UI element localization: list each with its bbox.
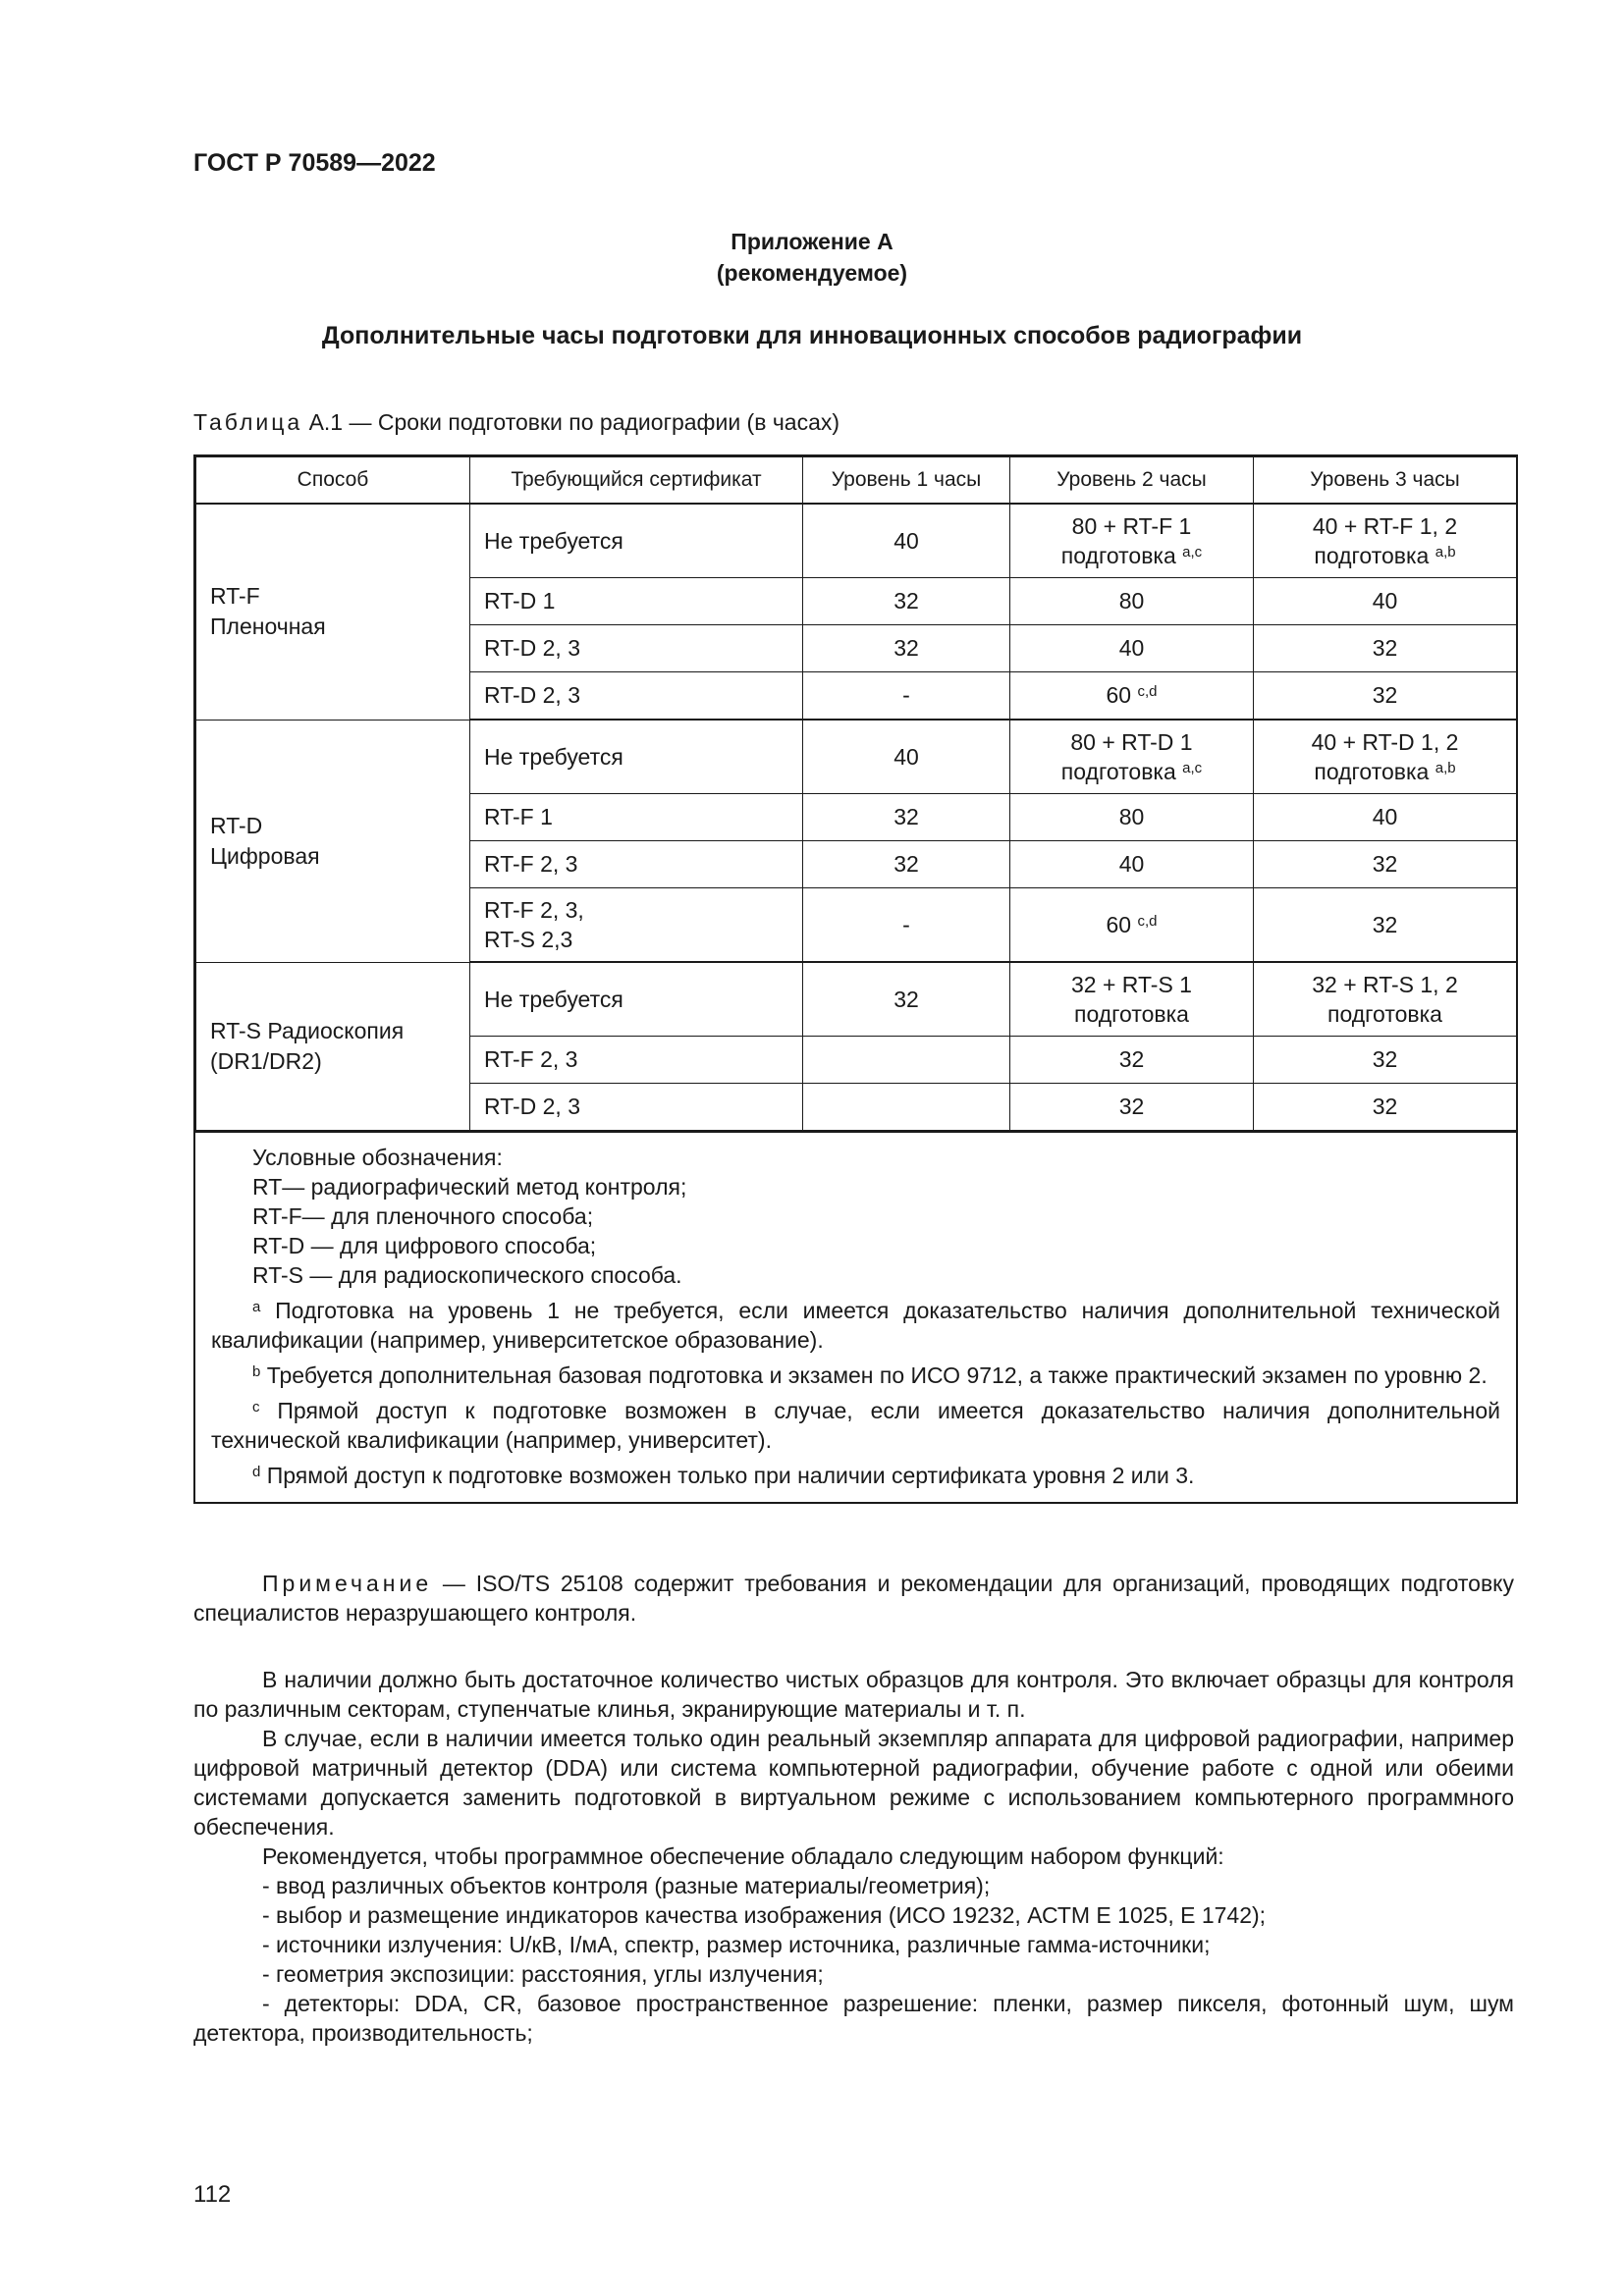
column-header: Способ bbox=[196, 457, 470, 505]
cert-cell: RT-D 2, 3 bbox=[470, 672, 803, 721]
level3-cell: 40 bbox=[1254, 794, 1517, 841]
level2-sub: подготовка bbox=[1060, 759, 1176, 784]
cert-cell: RT-F 2, 3 bbox=[470, 841, 803, 888]
legend-line: RT-F— для пленочного способа; bbox=[252, 1203, 594, 1229]
level1-cell bbox=[803, 1037, 1010, 1084]
list-item: - детекторы: DDA, CR, базовое пространственное разрешение: пленки, размер пикселя, фотонный шум, шум детектора, производительность; bbox=[193, 1991, 1514, 2046]
level2-main: 80 + RT-F 1 bbox=[1071, 513, 1192, 539]
annex-title: Приложение А bbox=[731, 229, 893, 254]
paragraph: В случае, если в наличии имеется только один реальный экземпляр аппарата для цифровой радиографии, например цифровой матричный детектор (DDA) или система компьютерной радиографии, обучение работе с одной или обеими системами допускается заменить подготовкой в виртуальном режиме с использованием компьютерного программного обеспечения. bbox=[193, 1726, 1514, 1840]
cert-line: RT-S 2,3 bbox=[484, 927, 573, 952]
paragraph: В наличии должно быть достаточное количество чистых образцов для контроля. Это включает образцы для контроля по различным секторам, ступенчатые клинья, экранирующие материалы и т. п. bbox=[193, 1667, 1514, 1722]
level1-cell: 40 bbox=[803, 504, 1010, 578]
footnote-mark: c,d bbox=[1137, 912, 1158, 930]
table-caption-prefix: Таблица bbox=[193, 409, 303, 435]
level2-cell bbox=[1010, 720, 1254, 794]
level3-cell: 32 bbox=[1254, 841, 1517, 888]
footnote-mark: a,c bbox=[1182, 544, 1203, 561]
level3-cell bbox=[1254, 720, 1517, 794]
method-type: Пленочная bbox=[210, 614, 326, 640]
note-prefix: Примечание bbox=[262, 1571, 433, 1596]
table-row bbox=[196, 720, 1517, 794]
level3-cell bbox=[1254, 504, 1517, 578]
column-header: Требующийся сертификат bbox=[470, 457, 803, 505]
legend-line: RT-D — для цифрового способа; bbox=[252, 1233, 597, 1258]
table-row bbox=[196, 504, 1517, 578]
footnote-text: Прямой доступ к подготовке возможен в случае, если имеется доказательство наличия дополнительной технической квалификации (например, университет). bbox=[211, 1398, 1500, 1453]
level3-sub: подготовка bbox=[1314, 543, 1430, 568]
level1-cell: - bbox=[803, 888, 1010, 963]
level3-cell bbox=[1254, 962, 1517, 1037]
legend-line: Условные обозначения: bbox=[252, 1145, 503, 1170]
level2-value: 60 bbox=[1106, 682, 1132, 708]
cert-cell: RT-D 2, 3 bbox=[470, 625, 803, 672]
cert-cell: Не требуется bbox=[470, 504, 803, 578]
legend-line: RT-S — для радиоскопического способа. bbox=[252, 1262, 682, 1288]
table-header-row bbox=[196, 457, 1517, 505]
footnote-mark: a,b bbox=[1435, 760, 1456, 776]
table-notes bbox=[195, 1131, 1516, 1502]
footnote-mark: c,d bbox=[1137, 683, 1158, 700]
page-number: 112 bbox=[193, 2181, 232, 2208]
level2-value: 60 bbox=[1106, 911, 1132, 937]
level3-sub: подготовка bbox=[1314, 759, 1430, 784]
level2-main: 80 + RT-D 1 bbox=[1070, 729, 1193, 755]
level2-cell: 40 bbox=[1010, 625, 1254, 672]
footnote-text: Прямой доступ к подготовке возможен только при наличии сертификата уровня 2 или 3. bbox=[260, 1463, 1195, 1488]
level2-cell bbox=[1010, 672, 1254, 721]
footnote-mark: a,b bbox=[1435, 544, 1456, 561]
note-block bbox=[193, 1569, 1514, 1628]
column-header: Уровень 1 часы bbox=[803, 457, 1010, 505]
level2-sub: подготовка bbox=[1060, 543, 1176, 568]
table-caption bbox=[193, 409, 839, 436]
footnote bbox=[211, 1296, 1500, 1355]
method-type: Цифровая bbox=[210, 842, 320, 869]
footnote-mark: a,c bbox=[1182, 760, 1203, 776]
method-type: (DR1/DR2) bbox=[210, 1047, 322, 1074]
level3-main: 40 + RT-D 1, 2 bbox=[1311, 729, 1459, 755]
level1-cell: - bbox=[803, 672, 1010, 721]
level1-cell: 32 bbox=[803, 625, 1010, 672]
note-text: — ISO/TS 25108 содержит требования и рекомендации для организаций, проводящих подготовку специалистов неразрушающего контроля. bbox=[193, 1571, 1514, 1626]
training-table bbox=[193, 454, 1518, 1504]
column-header: Уровень 3 часы bbox=[1254, 457, 1517, 505]
footnote bbox=[211, 1361, 1500, 1390]
column-header: Уровень 2 часы bbox=[1010, 457, 1254, 505]
level3-main: 32 + RT-S 1, 2 bbox=[1312, 972, 1458, 997]
legend-line: RT— радиографический метод контроля; bbox=[252, 1174, 687, 1200]
cert-cell: RT-F 1 bbox=[470, 794, 803, 841]
level3-cell: 40 bbox=[1254, 578, 1517, 625]
method-cell bbox=[196, 720, 470, 962]
footnote-mark: b bbox=[252, 1363, 261, 1380]
level1-cell: 32 bbox=[803, 841, 1010, 888]
list-item: - ввод различных объектов контроля (разные материалы/геометрия); bbox=[262, 1873, 991, 1898]
footnote bbox=[211, 1396, 1500, 1455]
level3-cell: 32 bbox=[1254, 1084, 1517, 1131]
level2-cell: 32 bbox=[1010, 1037, 1254, 1084]
method-code: RT-D bbox=[210, 812, 263, 838]
cert-cell: RT-D 2, 3 bbox=[470, 1084, 803, 1131]
list-item: - выбор и размещение индикаторов качества изображения (ИСО 19232, АСТМ Е 1025, Е 1742); bbox=[262, 1902, 1267, 1928]
table-row bbox=[196, 962, 1517, 1037]
level3-cell: 32 bbox=[1254, 625, 1517, 672]
method-cell bbox=[196, 962, 470, 1131]
level3-sub: подготовка bbox=[1327, 1001, 1442, 1027]
cert-line: RT-F 2, 3, bbox=[484, 897, 584, 923]
document-id: ГОСТ Р 70589—2022 bbox=[193, 149, 436, 177]
footnote-mark: d bbox=[252, 1464, 261, 1480]
level2-cell bbox=[1010, 888, 1254, 963]
method-code: RT-S Радиоскопия bbox=[210, 1017, 405, 1043]
level1-cell: 32 bbox=[803, 962, 1010, 1037]
annex-subtitle: (рекомендуемое) bbox=[716, 260, 908, 286]
level3-main: 40 + RT-F 1, 2 bbox=[1312, 513, 1458, 539]
level3-cell: 32 bbox=[1254, 1037, 1517, 1084]
level3-cell: 32 bbox=[1254, 672, 1517, 721]
level1-cell: 32 bbox=[803, 578, 1010, 625]
level2-cell bbox=[1010, 504, 1254, 578]
level2-cell: 80 bbox=[1010, 794, 1254, 841]
body-text bbox=[193, 1665, 1514, 2048]
annex-heading: Дополнительные часы подготовки для инновационных способов радиографии bbox=[321, 322, 1303, 349]
cert-cell: Не требуется bbox=[470, 962, 803, 1037]
footnote-text: Требуется дополнительная базовая подготовка и экзамен по ИСО 9712, а также практический экзамен по уровню 2. bbox=[260, 1362, 1488, 1388]
level2-sub: подготовка bbox=[1074, 1001, 1189, 1027]
footnote-mark: c bbox=[252, 1399, 260, 1415]
cert-cell: Не требуется bbox=[470, 720, 803, 794]
level2-cell: 80 bbox=[1010, 578, 1254, 625]
footnote bbox=[211, 1461, 1500, 1490]
level3-cell: 32 bbox=[1254, 888, 1517, 963]
level1-cell: 32 bbox=[803, 794, 1010, 841]
footnote-text: Подготовка на уровень 1 не требуется, если имеется доказательство наличия дополнительной технической квалификации (например, университетское образование). bbox=[211, 1298, 1500, 1353]
list-item: - источники излучения: U/кВ, I/мА, спектр, размер источника, различные гамма-источники; bbox=[262, 1932, 1211, 1957]
paragraph: Рекомендуется, чтобы программное обеспечение обладало следующим набором функций: bbox=[262, 1843, 1224, 1869]
method-code: RT-F bbox=[210, 583, 260, 610]
footnote-mark: a bbox=[252, 1299, 261, 1315]
level1-cell bbox=[803, 1084, 1010, 1131]
level2-cell bbox=[1010, 962, 1254, 1037]
list-item: - геометрия экспозиции: расстояния, углы излучения; bbox=[262, 1961, 824, 1987]
cert-cell: RT-F 2, 3 bbox=[470, 1037, 803, 1084]
table-caption-text: А.1 — Сроки подготовки по радиографии (в часах) bbox=[302, 409, 840, 435]
note-paragraph bbox=[193, 1569, 1514, 1628]
level2-main: 32 + RT-S 1 bbox=[1071, 972, 1192, 997]
cert-cell: RT-D 1 bbox=[470, 578, 803, 625]
level2-cell: 32 bbox=[1010, 1084, 1254, 1131]
level2-cell: 40 bbox=[1010, 841, 1254, 888]
method-cell bbox=[196, 504, 470, 720]
cert-cell bbox=[470, 888, 803, 963]
level1-cell: 40 bbox=[803, 720, 1010, 794]
